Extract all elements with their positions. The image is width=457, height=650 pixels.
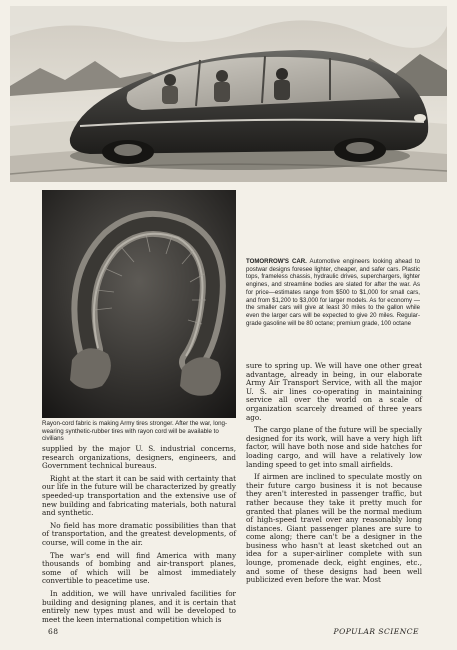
left-paragraph: Right at the start it can be said with certainty that our life in the future will be characterized by greatly speeded-up transportation and the extensive use of new building and fabricating materials, both natural and synthetic. <box>42 473 236 518</box>
car-caption-lead: TOMORROW'S CAR. <box>246 258 307 265</box>
left-paragraph: In addition, we will have unrivaled facilities for building and designing planes, and it is certain that entirely new types must and will be developed to meet the keen international competition which is <box>42 588 236 624</box>
left-paragraph: No field has more dramatic possibilities than that of transportation, and the greatest developments, of course, will come in the air. <box>42 520 236 547</box>
article-column-right <box>246 362 422 589</box>
right-paragraph: If airmen are inclined to speculate mostly on their future cargo business it is not because they aren't interested in passenger traffic, but rather because they take it pretty much for granted that planes will be the normal medium of high-speed travel over any reasonably long distances. Giant passenger planes are sure to come along; there can't be a designer in the business who hasn't at least sketched out an idea for a super-airliner complete with sun lounge, promenade deck, eight engines, etc., and some of these designs had been well publicized even before the war. Most <box>246 472 422 585</box>
futuristic-car-illustration <box>10 6 447 182</box>
photo-caption: Rayon-cord fabric is making Army tires stronger. After the war, long-wearing synthetic-rubber tires with rayon cord will be available to civilians <box>42 420 228 443</box>
page-number: 68 <box>48 627 59 636</box>
article-column-left <box>42 445 236 628</box>
magazine-name: POPULAR SCIENCE <box>333 627 419 636</box>
car-caption-text: Automotive engineers looking ahead to postwar designs foresee lighter, cheaper, and safer cars. Plastic tops, frameless chassis, hydraulic drives, superchargers, lighter engines, and streamline bodies are slated for after the war. As for price—estimates range from $500 to $1,000 for small cars, and from $1,200 to $3,000 for larger models. As for economy — the smaller cars will give at least 30 miles to the gallon while even the larger cars will be expected to give 20 miles. Regular-grade gasoline will be 80 octane; premium grade, 100 octane <box>246 258 420 327</box>
left-paragraph: The war's end will find America with many thousands of bombing and air-transport planes, some of which will be almost immediately convertible to peacetime use. <box>42 550 236 586</box>
right-paragraph: The cargo plane of the future will be specially designed for its work, will have a very high lift factor, will have both nose and side hatches for loading cargo, and will have a relatively low landing speed to get into small airfields. <box>246 425 422 469</box>
car-caption <box>246 258 420 327</box>
right-paragraph: sure to spring up. We will have one other great advantage, already in being, in our elaborate Army Air Transport Service, with all the major U. S. air lines co-operating in maintaining service all over the world on a scale of organization scarcely dreamed of three years ago. <box>246 361 422 422</box>
left-paragraph: supplied by the major U. S. industrial concerns, research organizations, designers, engineers, and Government technical bureaus. <box>42 444 236 471</box>
tire-cord-photo <box>42 190 236 418</box>
